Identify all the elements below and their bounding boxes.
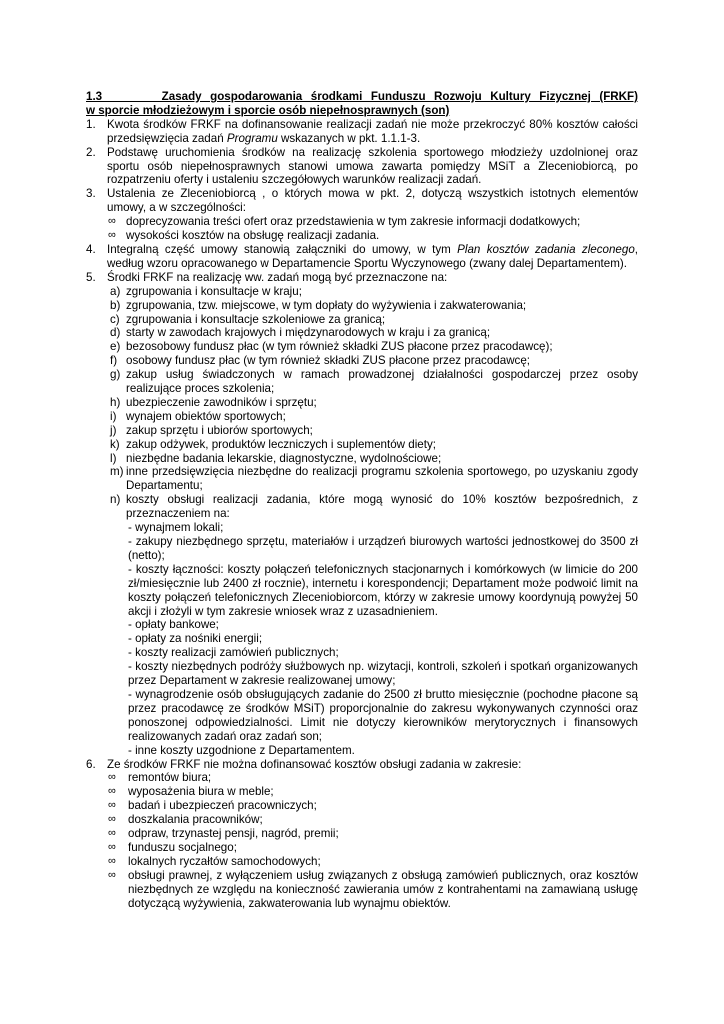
infinity-bullet-icon: ∞ xyxy=(108,813,116,826)
exclusion-item xyxy=(86,799,638,813)
list-item-3 xyxy=(86,187,638,215)
exclusion-item xyxy=(86,855,638,869)
item-letter: b) xyxy=(110,298,121,312)
n-sub-item: - opłaty za nośniki energii; xyxy=(128,632,263,646)
n-sub-item: - wynajmem lokali; xyxy=(128,521,224,535)
lettered-item xyxy=(86,340,638,354)
section-heading-cont: w sporcie młodzieżowym i sporcie osób niepełnosprawnych (son) xyxy=(86,103,450,117)
list-item-6 xyxy=(86,758,638,772)
lettered-item-text: zakup sprzętu i ubiorów sportowych; xyxy=(126,423,313,437)
exclusion-text: lokalnych ryczałtów samochodowych; xyxy=(128,854,321,868)
exclusion-text: doszkalania pracowników; xyxy=(128,813,263,827)
lettered-item xyxy=(86,410,638,424)
infinity-bullet-icon: ∞ xyxy=(108,229,116,242)
item-letter: g) xyxy=(110,368,121,382)
bullet-item xyxy=(86,215,638,229)
bullet-item xyxy=(86,229,638,243)
lettered-item xyxy=(86,396,638,410)
infinity-bullet-icon: ∞ xyxy=(108,215,116,228)
item-letter: h) xyxy=(110,395,121,409)
item-emphasis: Plan kosztów zadania zleconego xyxy=(457,242,635,256)
n-sub-item: - opłaty bankowe; xyxy=(128,618,219,632)
lettered-item-text: zgrupowania i konsultacje w kraju; xyxy=(126,284,302,298)
infinity-bullet-icon: ∞ xyxy=(108,854,116,867)
lettered-item xyxy=(86,452,638,466)
item-letter: l) xyxy=(110,451,117,465)
lettered-item xyxy=(86,354,638,368)
item-letter: e) xyxy=(110,340,121,354)
list-number: 6. xyxy=(86,757,96,771)
item-text: Środki FRKF na realizację ww. zadań mogą być przeznaczone na: xyxy=(107,270,448,284)
n-sub-item: - koszty realizacji zamówień publicznych; xyxy=(128,646,339,660)
item-letter: k) xyxy=(110,437,120,451)
lettered-item xyxy=(86,493,638,521)
infinity-bullet-icon: ∞ xyxy=(108,840,116,853)
lettered-item-text: zakup odżywek, produktów leczniczych i suplementów diety; xyxy=(126,437,436,451)
exclusion-item xyxy=(86,869,638,911)
list-number: 5. xyxy=(86,270,96,284)
item-letter: f) xyxy=(110,354,118,368)
item-text: Ustalenia ze Zleceniobiorcą , o których mowa w pkt. 2, dotyczą wszystkich istotnych elementów umowy, a w szczególności: xyxy=(107,187,638,215)
exclusion-item xyxy=(86,813,638,827)
lettered-item xyxy=(86,465,638,493)
lettered-item-text: inne przedsięwzięcia niezbędne do realizacji programu szkolenia sportowego, po uzyskaniu zgody Departamentu; xyxy=(126,465,638,493)
exclusion-item xyxy=(86,771,638,785)
list-item-2 xyxy=(86,146,638,188)
exclusion-text: odpraw, trzynastej pensji, nagród, premii; xyxy=(128,827,339,841)
item-text-tail: wskazanych w pkt. 1.1.1-3. xyxy=(277,131,421,145)
n-sub-item: - wynagrodzenie osób obsługujących zadanie do 2500 zł brutto miesięcznie (pochodne płacone są przez pracodawcę ze środków MSiT) proporcjonalnie do zakresu wykonywanych czynności oraz ponoszonej odpowiedzialności. Limit nie dotyczy kierowników merytorycznych i finansowych realizowanych zadań oraz zadań son; xyxy=(128,687,638,743)
exclusion-text: wyposażenia biura w meble; xyxy=(128,785,274,799)
lettered-item-text: bezosobowy fundusz płac (w tym również składki ZUS płacone przez pracodawcę); xyxy=(126,340,553,354)
infinity-bullet-icon: ∞ xyxy=(108,799,116,812)
item-text: Podstawę uruchomienia środków na realizację szkolenia sportowego młodzieży uzdolnionej oraz sportu osób niepełnosprawnych stanowi umowa zawarta pomiędzy MSiT a Zleceniobiorcą, po rozpatrzeniu oferty i ustaleniu szczegółowych warunków realizacji zadań. xyxy=(107,145,638,187)
exclusion-item xyxy=(86,841,638,855)
exclusion-text: badań i ubezpieczeń pracowniczych; xyxy=(128,799,317,813)
n-sublist xyxy=(86,521,638,757)
list-item-1 xyxy=(86,118,638,146)
lettered-item xyxy=(86,424,638,438)
list-item-5 xyxy=(86,271,638,285)
lettered-item xyxy=(86,299,638,313)
lettered-item xyxy=(86,313,638,327)
exclusion-text: obsługi prawnej, z wyłączeniem usług związanych z obsługą zamówień publicznych, oraz kosztów niezbędnych ze względu na konieczność zawierania umów z kontrahentami na zamawianą usługę dotyczącą wyżywienia, zakwaterowania lub wynajmu obiektów. xyxy=(128,868,638,910)
lettered-item xyxy=(86,368,638,396)
item-text: Integralną część umowy stanowią załączniki do umowy, w tym xyxy=(107,242,458,256)
exclusion-text: funduszu socjalnego; xyxy=(128,840,237,854)
exclusion-item xyxy=(86,785,638,799)
exclusions-list xyxy=(86,771,638,910)
item-letter: i) xyxy=(110,409,117,423)
exclusion-item xyxy=(86,827,638,841)
item-text: Ze środków FRKF nie można dofinansować kosztów obsługi zadania w zakresie: xyxy=(107,757,522,771)
section-heading: 1.3 Zasady gospodarowania środkami Funduszu Rozwoju Kultury Fizycznej (FRKF) xyxy=(86,90,638,103)
document-body xyxy=(86,90,638,910)
item-emphasis: Programu xyxy=(226,131,278,145)
lettered-item-text: niezbędne badania lekarskie, diagnostyczne, wydolnościowe; xyxy=(126,451,442,465)
n-sub-item: - koszty łączności: koszty połączeń telefonicznych stacjonarnych i komórkowych (w limicie do 200 zł/miesięcznie lub 2400 zł rocznie), internetu i korespondencji; Departament może podwoić limit na koszty połączeń telefonicznych Zleceniobiorcom, którzy w zakresie umowy koordynują powyżej 50 akcji i złożyli w tym zakresie wniosek wraz z uzasadnieniem. xyxy=(128,562,638,618)
lettered-item xyxy=(86,438,638,452)
list-number: 1. xyxy=(86,117,96,131)
item-letter: c) xyxy=(110,312,120,326)
infinity-bullet-icon: ∞ xyxy=(108,785,116,798)
n-sub-item: - inne koszty uzgodnione z Departamentem. xyxy=(128,743,355,757)
item-letter: n) xyxy=(110,493,121,507)
lettered-item-text: wynajem obiektów sportowych; xyxy=(126,409,286,423)
exclusion-text: remontów biura; xyxy=(128,771,212,785)
lettered-item-text: osobowy fundusz płac (w tym również składki ZUS płacone przez pracodawcę; xyxy=(126,354,531,368)
lettered-item-text: zgrupowania, tzw. miejscowe, w tym dopłaty do wyżywienia i zakwaterowania; xyxy=(126,298,527,312)
item-letter: d) xyxy=(110,326,121,340)
item-text-tail: , według wzoru opracowanego w Departamencie Sportu Wyczynowego (zwany dalej Departamentem). xyxy=(107,242,639,270)
infinity-bullet-icon: ∞ xyxy=(108,827,116,840)
list-number: 3. xyxy=(86,187,96,201)
bullet-text: wysokości kosztów na obsługę realizacji zadania. xyxy=(126,229,380,243)
list-item-4 xyxy=(86,243,638,271)
lettered-item-text: starty w zawodach krajowych i międzynarodowych w kraju i za granicą; xyxy=(126,326,491,340)
infinity-bullet-icon: ∞ xyxy=(108,771,116,784)
n-sub-item: - koszty niezbędnych podróży służbowych np. wizytacji, kontroli, szkoleń i spotkań organizowanych przez Departament w zakresie realizowanej umowy; xyxy=(128,660,638,688)
item-letter: m) xyxy=(110,465,124,479)
lettered-list xyxy=(86,285,638,521)
lettered-item-text: ubezpieczenie zawodników i sprzętu; xyxy=(126,395,317,409)
lettered-item-text: zgrupowania i konsultacje szkoleniowe za granicą; xyxy=(126,312,386,326)
item-letter: j) xyxy=(110,423,117,437)
list-number: 2. xyxy=(86,145,96,159)
lettered-item xyxy=(86,326,638,340)
bullet-text: doprecyzowania treści ofert oraz przedstawienia w tym zakresie informacji dodatkowych; xyxy=(126,215,581,229)
list-number: 4. xyxy=(86,242,96,256)
lettered-item-text: koszty obsługi realizacji zadania, które mogą wynosić do 10% kosztów bezpośrednich, z przeznaczeniem na: xyxy=(126,493,638,521)
lettered-item-text: zakup usług świadczonych w ramach prowadzonej działalności gospodarczej przez osoby realizujące proces szkolenia; xyxy=(126,368,638,396)
n-sub-item: - zakupy niezbędnego sprzętu, materiałów i urządzeń biurowych wartości jednostkowej do 3500 zł (netto); xyxy=(128,535,638,562)
item-letter: a) xyxy=(110,284,121,298)
lettered-item xyxy=(86,285,638,299)
infinity-bullet-icon: ∞ xyxy=(108,868,116,881)
item-text: Kwota środków FRKF na dofinansowanie realizacji zadań nie może przekroczyć 80% kosztów całości przedsięwzięcia zadań xyxy=(107,117,638,145)
